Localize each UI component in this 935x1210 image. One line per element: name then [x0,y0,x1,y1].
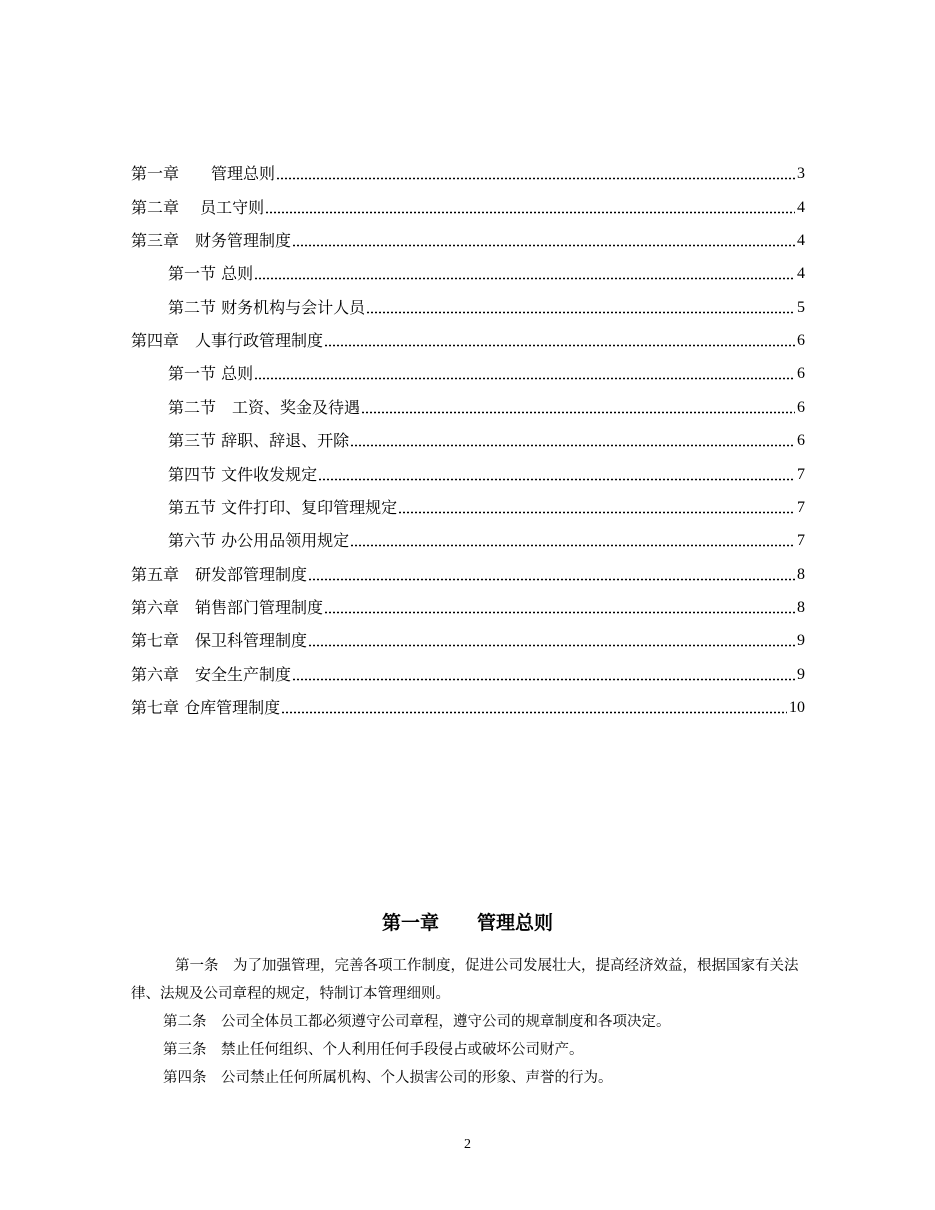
article-paragraph: 第四条 公司禁止任何所属机构、个人损害公司的形象、声誉的行为。 [163,1070,613,1086]
toc-entry-title: 第四节 文件收发规定 [168,465,318,484]
toc-entry[interactable] [131,152,805,184]
toc-entry[interactable] [131,319,805,351]
toc-dot-leader [350,444,795,447]
toc-entry-title: 第七章 保卫科管理制度 [131,631,308,650]
toc-page-number: 4 [797,265,805,282]
toc-entry-title: 第三章 财务管理制度 [131,231,292,250]
toc-entry-title: 第五章 研发部管理制度 [131,565,308,584]
toc-page-number: 6 [797,432,805,449]
toc-page-number: 5 [797,299,805,316]
toc-page-number: 6 [797,399,805,416]
toc-entry[interactable] [168,352,805,384]
toc-page-number: 4 [797,199,805,216]
toc-entry-title: 第二章 员工守则 [131,198,265,217]
toc-dot-leader [366,311,795,314]
toc-entry[interactable] [168,386,805,418]
toc-page-number: 3 [797,165,805,182]
toc-entry[interactable] [168,486,805,518]
toc-page-number: 7 [797,466,805,483]
article-paragraph: 第二条 公司全体员工都必须遵守公司章程，遵守公司的规章制度和各项决定。 [163,1014,671,1030]
toc-entry[interactable] [131,653,805,685]
toc-dot-leader [276,177,795,180]
toc-dot-leader [254,377,795,380]
toc-dot-leader [292,678,795,681]
toc-page-number: 7 [797,499,805,516]
toc-entry[interactable] [168,286,805,318]
toc-page-number: 10 [789,699,805,716]
toc-entry-title: 第二节 财务机构与会计人员 [168,298,366,317]
toc-dot-leader [308,644,795,647]
toc-entry[interactable] [131,586,805,618]
article-paragraph: 第三条 禁止任何组织、个人利用任何手段侵占或破坏公司财产。 [163,1042,584,1058]
toc-entry-title: 第六节 办公用品领用规定 [168,531,350,550]
toc-dot-leader [318,478,795,481]
toc-entry[interactable] [131,186,805,218]
toc-entry-title: 第一节 总则 [168,364,254,383]
toc-entry-title: 第二节 工资、奖金及待遇 [168,398,361,417]
toc-entry[interactable] [131,553,805,585]
toc-entry-title: 第三节 辞职、辞退、开除 [168,431,350,450]
toc-dot-leader [265,211,795,214]
chapter-heading: 第一章 管理总则 [381,912,553,934]
toc-entry[interactable] [168,519,805,551]
toc-dot-leader [281,711,787,714]
article-paragraph: 第一条 为了加强管理，完善各项工作制度，促进公司发展壮大，提高经济效益，根据国家有关法律、法规及公司章程的规定，特制订本管理细则。 [131,958,799,1002]
toc-entry[interactable] [131,619,805,651]
toc-page-number: 7 [797,532,805,549]
toc-dot-leader [398,511,795,514]
toc-entry-title: 第六章 安全生产制度 [131,665,292,684]
toc-entry[interactable] [168,419,805,451]
toc-page-number: 9 [797,632,805,649]
toc-dot-leader [324,611,795,614]
toc-entry[interactable] [131,686,805,718]
toc-entry-title: 第一章 管理总则 [131,164,276,183]
toc-dot-leader [292,244,795,247]
page-number: 2 [464,1137,471,1152]
toc-entry[interactable] [168,252,805,284]
toc-page-number: 6 [797,332,805,349]
toc-dot-leader [361,411,795,414]
toc-page-number: 8 [797,599,805,616]
toc-page-number: 9 [797,666,805,683]
toc-entry-title: 第五节 文件打印、复印管理规定 [168,498,398,517]
toc-page-number: 8 [797,566,805,583]
toc-page-number: 4 [797,232,805,249]
toc-page-number: 6 [797,365,805,382]
toc-entry-title: 第四章 人事行政管理制度 [131,331,324,350]
toc-entry[interactable] [168,453,805,485]
toc-dot-leader [254,277,795,280]
toc-entry-title: 第一节 总则 [168,264,254,283]
toc-dot-leader [350,544,795,547]
toc-entry-title: 第七章 仓库管理制度 [131,698,281,717]
toc-entry[interactable] [131,219,805,251]
toc-dot-leader [308,578,795,581]
toc-dot-leader [324,344,795,347]
toc-entry-title: 第六章 销售部门管理制度 [131,598,324,617]
